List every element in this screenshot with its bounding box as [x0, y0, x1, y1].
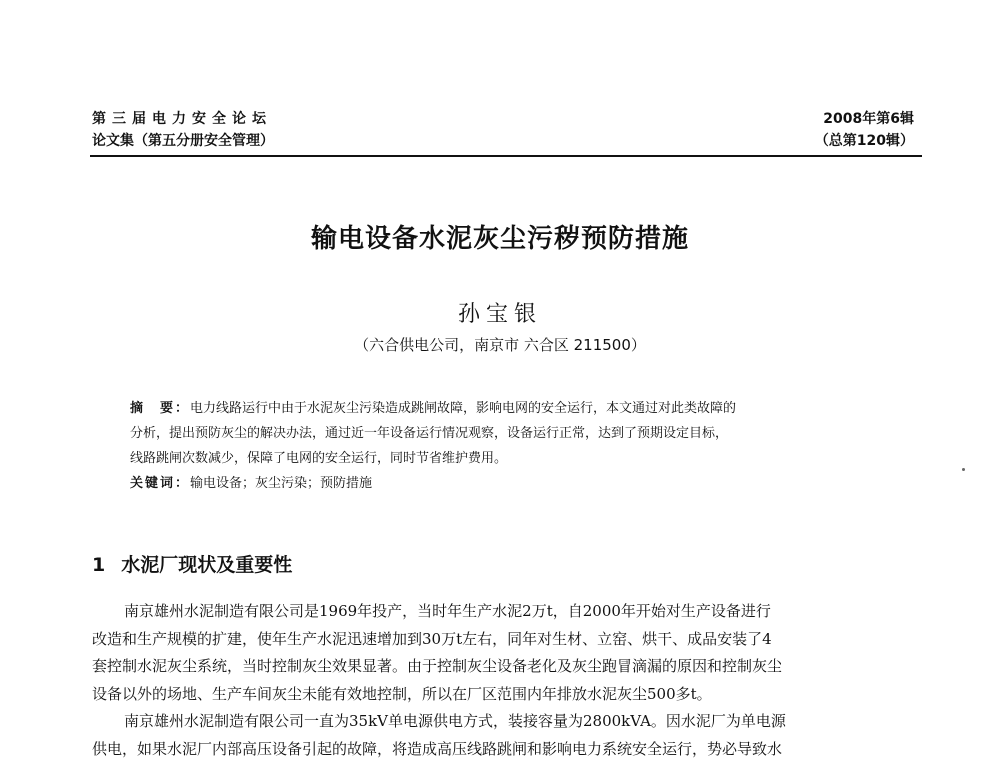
abstract-line-3: 线路跳闸次数减少，保障了电网的安全运行，同时节省维护费用。 — [130, 446, 900, 471]
body-paragraph-line: 南京雄州水泥制造有限公司一直为35kV单电源供电方式，装接容量为2800kVA。因水泥厂为单电源 — [92, 708, 922, 736]
keywords-label: 关键词： — [130, 476, 190, 491]
abstract-block — [130, 396, 900, 496]
forum-series-title: 第三届电力安全论坛 — [92, 108, 274, 130]
abstract-label: 摘 要： — [130, 401, 190, 416]
scan-speck — [962, 468, 965, 471]
abstract-line-1 — [130, 396, 900, 421]
author-name: 孙宝银 — [0, 297, 1000, 328]
cumulative-issue-number: （总第120辑） — [815, 130, 914, 152]
paper-title: 输电设备水泥灰尘污秽预防措施 — [0, 218, 1000, 255]
issue-number: 2008年第6辑 — [815, 108, 914, 130]
header-divider — [90, 155, 922, 157]
author-affiliation: （六合供电公司，南京市 六合区 211500） — [0, 334, 1000, 355]
journal-header-right — [815, 108, 914, 152]
body-paragraph-line: 设备以外的场地、生产车间灰尘未能有效地控制，所以在厂区范围内年排放水泥灰尘500多t。 — [92, 681, 922, 709]
body-paragraph-line: 供电，如果水泥厂内部高压设备引起的故障，将造成高压线路跳闸和影响电力系统安全运行，势必导致水 — [92, 736, 922, 763]
body-paragraph-line: 南京雄州水泥制造有限公司是1969年投产，当时年生产水泥2万t，自2000年开始对生产设备进行 — [92, 598, 922, 626]
abstract-line-2: 分析，提出预防灰尘的解决办法，通过近一年设备运行情况观察，设备运行正常，达到了预期设定目标， — [130, 421, 900, 446]
proceedings-volume: 论文集（第五分册安全管理） — [92, 130, 274, 152]
abstract-text: 电力线路运行中由于水泥灰尘污染造成跳闸故障，影响电网的安全运行，本文通过对此类故障的 — [190, 401, 736, 416]
journal-header-left — [92, 108, 274, 152]
section-title: 水泥厂现状及重要性 — [121, 554, 292, 576]
keywords-line — [130, 471, 900, 496]
body-paragraph-line: 改造和生产规模的扩建，使年生产水泥迅速增加到30万t左右，同年对生材、立窑、烘干、成品安装了4 — [92, 626, 922, 654]
section-body — [92, 598, 922, 763]
body-paragraph-line: 套控制水泥灰尘系统，当时控制灰尘效果显著。由于控制灰尘设备老化及灰尘跑冒滴漏的原因和控制灰尘 — [92, 653, 922, 681]
keywords-text: 输电设备；灰尘污染；预防措施 — [190, 476, 372, 491]
section-number: 1 — [92, 554, 105, 576]
section-heading — [92, 550, 292, 577]
